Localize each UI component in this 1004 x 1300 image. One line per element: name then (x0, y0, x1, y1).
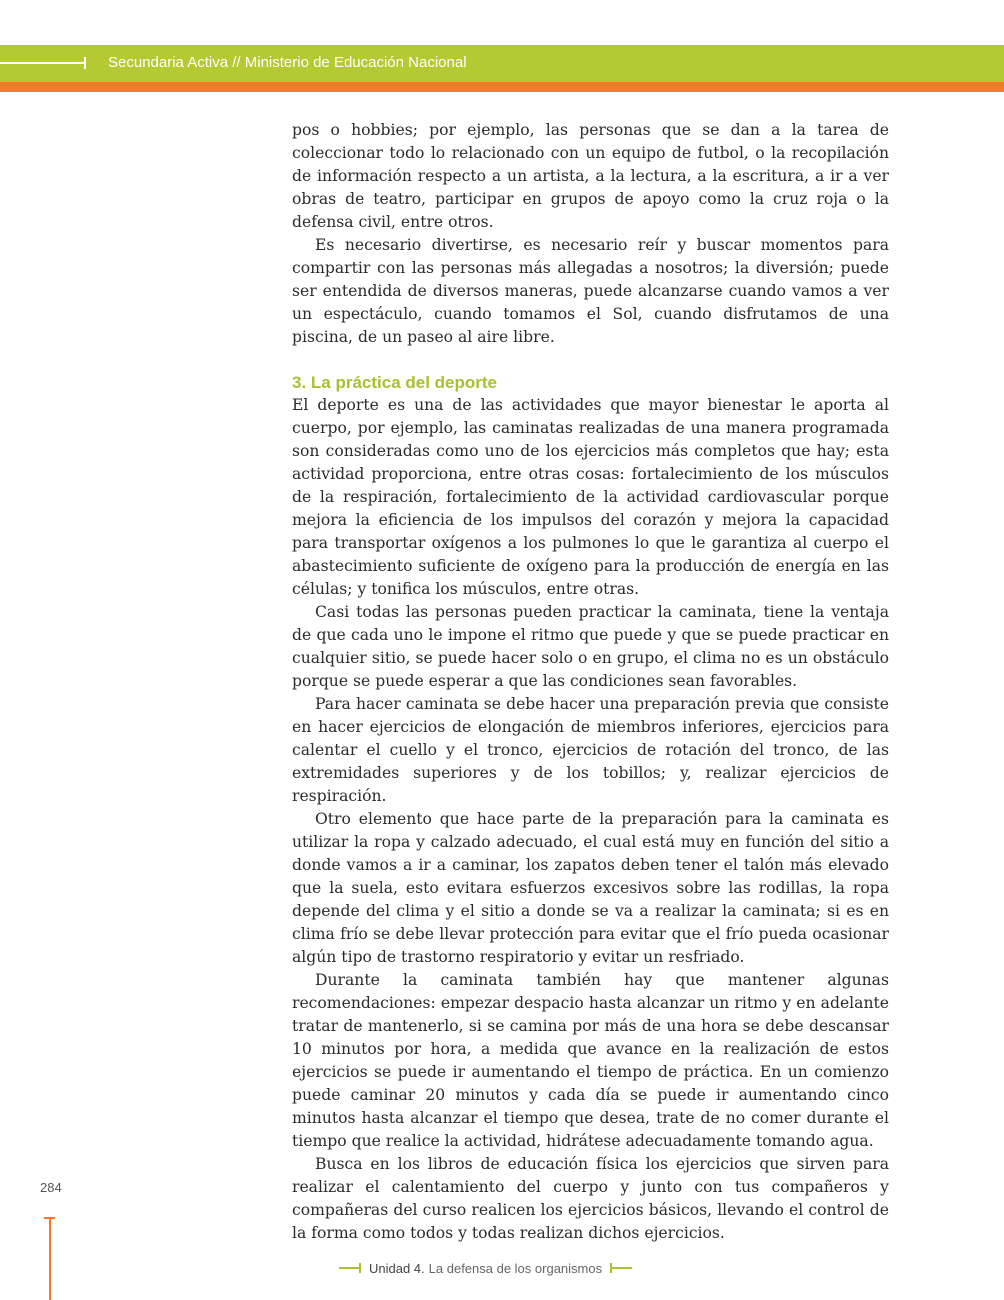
page-number: 284 (40, 1180, 62, 1195)
paragraph-8: Busca en los libros de educación física los ejercicios que sirven para realizar el calentamiento del cuerpo y junto con tus compañeros y compañeras del curso realicen los ejercicios básicos, llevando el control de la forma como todos y todas realizan dichos ejercicios. (292, 1155, 889, 1242)
header-title: Secundaria Activa // Ministerio de Educación Nacional (108, 54, 467, 71)
header-orange-band (0, 82, 1004, 92)
paragraph-5: Para hacer caminata se debe hacer una preparación previa que consiste en hacer ejercicios de elongación de miembros inferiores, ejercicios para calentar el cuello y el tronco, ejercicios de rotación del tronco, de las extremidades superiores y de los tobillos; y, realizar ejercicios de respiración. (292, 695, 889, 805)
paragraph-3: El deporte es una de las actividades que mayor bienestar le aporta al cuerpo, por ejemplo, las caminatas realizadas de una manera programada son consideradas como uno de los ejercicios más completos que hay; esta actividad proporciona, entre otras cosas: fortalecimiento de los músculos de la respiración, fortalecimiento de la actividad cardiovascular porque mejora la eficiencia de los impulsos del corazón y mejora la capacidad para transportar oxígenos a los pulmones lo que le garantiza al cuerpo el abastecimiento suficiente de oxígeno para la producción de energía en las células; y tonifica los músculos, entre otras. (292, 396, 889, 598)
footer-title: La defensa de los organismos (428, 1260, 603, 1276)
footer-left-decor (339, 1267, 361, 1269)
paragraph-4: Casi todas las personas pueden practicar la caminata, tiene la ventaja de que cada uno le impone el ritmo que puede y que se puede practicar en cualquier sitio, se puede hacer solo o en grupo, el clima no es un obstáculo porque se puede esperar a que las condiciones sean favorables. (292, 603, 889, 690)
paragraph-2: Es necesario divertirse, es necesario reír y buscar momentos para compartir con las personas más allegadas a nosotros; la diversión; puede ser entendida de diversos maneras, puede alcanzarse cuando vamos a ver un espectáculo, cuando tomamos el Sol, cuando disfrutamos de una piscina, de un paseo al aire libre. (292, 236, 889, 346)
footer-right-decor (610, 1267, 632, 1269)
header-decor-line (0, 62, 84, 64)
body-text (292, 119, 889, 1245)
footer-unit: Unidad 4. (369, 1260, 425, 1276)
paragraph-7: Durante la caminata también hay que mantener algunas recomendaciones: empezar despacio hasta alcanzar un ritmo y en adelante tratar de mantenerlo, si se camina por más de una hora se debe descansar 10 minutos por hora, a medida que avance en la realización de estos ejercicios se puede ir aumentando el tiempo de práctica. En un comienzo puede caminar 20 minutos y cada día se puede ir aumentando cinco minutos hasta alcanzar el tiempo que desea, trate de no comer durante el tiempo que realice la actividad, hidrátese adecuadamente tomando agua. (292, 971, 889, 1150)
footer (339, 1258, 632, 1278)
paragraph-1: pos o hobbies; por ejemplo, las personas que se dan a la tarea de coleccionar todo lo relacionado con un equipo de futbol, o la recopilación de información respecto a un artista, a la lectura, a la escritura, a ir a ver obras de teatro, participar en grupos de apoyo como la cruz roja o la defensa civil, entre otros. (292, 121, 889, 231)
margin-rule (49, 1217, 51, 1300)
paragraph-6: Otro elemento que hace parte de la preparación para la caminata es utilizar la ropa y calzado adecuado, el cual está muy en función del sitio a donde vamos a ir a caminar, los zapatos deben tener el talón más elevado que la suela, esto evitara esfuerzos excesivos sobre las rodillas, la ropa depende del clima y el sitio a donde se va a realizar la caminata; si es en clima frío se debe llevar protección para evitar que el frío pueda ocasionar algún tipo de trastorno respiratorio y evitar un resfriado. (292, 810, 889, 966)
section-title: 3. La práctica del deporte (292, 373, 498, 392)
header-decor-tick (84, 57, 86, 69)
